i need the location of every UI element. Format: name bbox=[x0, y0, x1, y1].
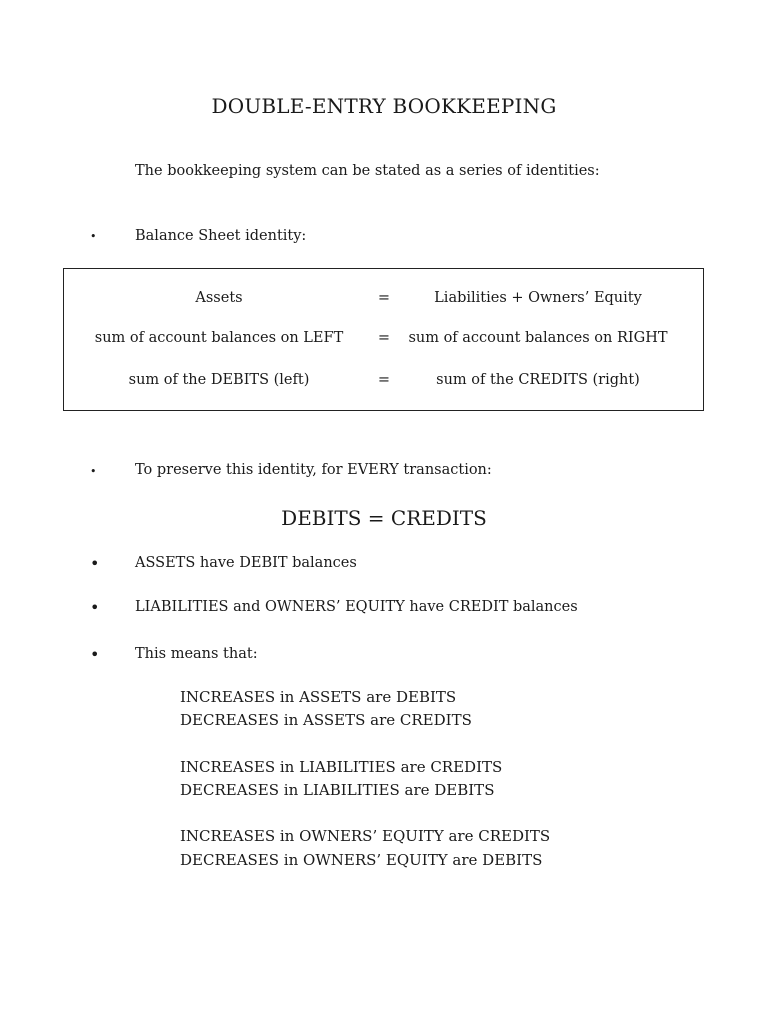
identity-right-cell: sum of the CREDITS (right) bbox=[436, 372, 640, 388]
meaning-line: INCREASES in LIABILITIES are CREDITS bbox=[180, 758, 503, 776]
bullet-marker: • bbox=[90, 465, 97, 478]
identity-equals-cell: = bbox=[377, 290, 391, 306]
meaning-line: DECREASES in OWNERS’ EQUITY are DEBITS bbox=[180, 851, 543, 869]
preserve-bullet: To preserve this identity, for EVERY transaction: bbox=[135, 462, 492, 478]
bullet-marker: • bbox=[90, 554, 100, 573]
identity-left-cell: Assets bbox=[195, 290, 243, 306]
identity-equals-cell: = bbox=[377, 372, 391, 388]
intro-text: The bookkeeping system can be stated as a series of identities: bbox=[135, 163, 600, 179]
balance-sheet-bullet: Balance Sheet identity: bbox=[135, 228, 307, 244]
meaning-line: INCREASES in OWNERS’ EQUITY are CREDITS bbox=[180, 827, 551, 845]
bullet-marker: • bbox=[90, 598, 100, 617]
bullet-marker: • bbox=[90, 645, 100, 664]
document-title: DOUBLE-ENTRY BOOKKEEPING bbox=[211, 94, 557, 118]
identity-right-cell: Liabilities + Owners’ Equity bbox=[434, 290, 642, 306]
identity-right-cell: sum of account balances on RIGHT bbox=[408, 330, 668, 346]
identity-left-cell: sum of the DEBITS (left) bbox=[128, 372, 310, 388]
liabilities-bullet: LIABILITIES and OWNERS’ EQUITY have CREDIT balances bbox=[135, 599, 578, 615]
identity-equals-cell: = bbox=[377, 330, 391, 346]
identity-left-cell: sum of account balances on LEFT bbox=[94, 330, 344, 346]
assets-bullet: ASSETS have DEBIT balances bbox=[135, 555, 357, 571]
meaning-line: DECREASES in ASSETS are CREDITS bbox=[180, 711, 472, 729]
identity-table bbox=[63, 268, 704, 411]
meaning-line: DECREASES in LIABILITIES are DEBITS bbox=[180, 781, 495, 799]
meaning-line: INCREASES in ASSETS are DEBITS bbox=[180, 688, 457, 706]
bullet-marker: • bbox=[90, 230, 97, 243]
debits-credits-rule: DEBITS = CREDITS bbox=[281, 506, 487, 530]
means-bullet: This means that: bbox=[135, 646, 258, 662]
